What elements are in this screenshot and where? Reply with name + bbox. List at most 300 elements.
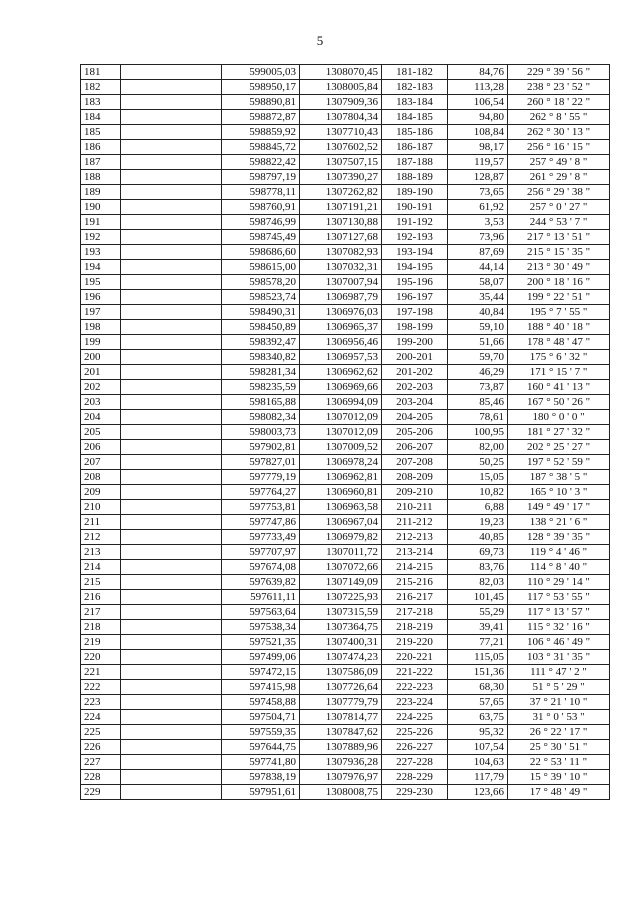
x-coordinate-cell: 598845,72 <box>222 140 300 155</box>
length-cell: 95,32 <box>448 725 508 740</box>
point-number-cell: 209 <box>81 485 121 500</box>
length-cell: 108,84 <box>448 125 508 140</box>
segment-cell: 226-227 <box>382 740 448 755</box>
direction-angle-cell: 257 ° 49 ' 8 " <box>508 155 610 170</box>
segment-cell: 212-213 <box>382 530 448 545</box>
segment-cell: 185-186 <box>382 125 448 140</box>
y-coordinate-cell: 1306994,09 <box>300 395 382 410</box>
length-cell: 57,65 <box>448 695 508 710</box>
coordinates-table <box>80 64 610 800</box>
segment-cell: 213-214 <box>382 545 448 560</box>
point-number-cell: 190 <box>81 200 121 215</box>
point-name-cell <box>121 470 222 485</box>
point-number-cell: 218 <box>81 620 121 635</box>
table-row <box>81 485 610 500</box>
x-coordinate-cell: 597674,08 <box>222 560 300 575</box>
length-cell: 59,70 <box>448 350 508 365</box>
table-row <box>81 755 610 770</box>
point-name-cell <box>121 320 222 335</box>
x-coordinate-cell: 598523,74 <box>222 290 300 305</box>
point-number-cell: 182 <box>81 80 121 95</box>
point-name-cell <box>121 545 222 560</box>
length-cell: 44,14 <box>448 260 508 275</box>
point-name-cell <box>121 635 222 650</box>
direction-angle-cell: 106 ° 46 ' 49 " <box>508 635 610 650</box>
point-name-cell <box>121 665 222 680</box>
table-row <box>81 215 610 230</box>
table-row <box>81 635 610 650</box>
table-row <box>81 515 610 530</box>
x-coordinate-cell: 597472,15 <box>222 665 300 680</box>
y-coordinate-cell: 1307127,68 <box>300 230 382 245</box>
point-name-cell <box>121 455 222 470</box>
segment-cell: 188-189 <box>382 170 448 185</box>
point-number-cell: 196 <box>81 290 121 305</box>
segment-cell: 200-201 <box>382 350 448 365</box>
x-coordinate-cell: 597521,35 <box>222 635 300 650</box>
segment-cell: 186-187 <box>382 140 448 155</box>
table-row <box>81 290 610 305</box>
x-coordinate-cell: 597733,49 <box>222 530 300 545</box>
direction-angle-cell: 115 ° 32 ' 16 " <box>508 620 610 635</box>
point-name-cell <box>121 80 222 95</box>
segment-cell: 202-203 <box>382 380 448 395</box>
length-cell: 40,85 <box>448 530 508 545</box>
y-coordinate-cell: 1307315,59 <box>300 605 382 620</box>
point-number-cell: 210 <box>81 500 121 515</box>
point-number-cell: 224 <box>81 710 121 725</box>
direction-angle-cell: 180 ° 0 ' 0 " <box>508 410 610 425</box>
length-cell: 73,65 <box>448 185 508 200</box>
direction-angle-cell: 51 ° 5 ' 29 " <box>508 680 610 695</box>
length-cell: 15,05 <box>448 470 508 485</box>
table-row <box>81 140 610 155</box>
table-row <box>81 575 610 590</box>
x-coordinate-cell: 598392,47 <box>222 335 300 350</box>
segment-cell: 205-206 <box>382 425 448 440</box>
point-name-cell <box>121 590 222 605</box>
segment-cell: 195-196 <box>382 275 448 290</box>
x-coordinate-cell: 597827,01 <box>222 455 300 470</box>
direction-angle-cell: 181 ° 27 ' 32 " <box>508 425 610 440</box>
table-row <box>81 155 610 170</box>
y-coordinate-cell: 1308008,75 <box>300 785 382 800</box>
table-row <box>81 425 610 440</box>
point-name-cell <box>121 755 222 770</box>
segment-cell: 224-225 <box>382 710 448 725</box>
coordinates-table-body <box>81 65 610 800</box>
direction-angle-cell: 217 ° 13 ' 51 " <box>508 230 610 245</box>
table-row <box>81 365 610 380</box>
direction-angle-cell: 197 ° 52 ' 59 " <box>508 455 610 470</box>
y-coordinate-cell: 1307011,72 <box>300 545 382 560</box>
direction-angle-cell: 22 ° 53 ' 11 " <box>508 755 610 770</box>
segment-cell: 183-184 <box>382 95 448 110</box>
point-name-cell <box>121 245 222 260</box>
table-row <box>81 80 610 95</box>
segment-cell: 217-218 <box>382 605 448 620</box>
x-coordinate-cell: 598490,31 <box>222 305 300 320</box>
table-row <box>81 335 610 350</box>
point-name-cell <box>121 710 222 725</box>
direction-angle-cell: 15 ° 39 ' 10 " <box>508 770 610 785</box>
table-row <box>81 650 610 665</box>
x-coordinate-cell: 597639,82 <box>222 575 300 590</box>
y-coordinate-cell: 1306956,46 <box>300 335 382 350</box>
point-number-cell: 186 <box>81 140 121 155</box>
y-coordinate-cell: 1307149,09 <box>300 575 382 590</box>
table-row <box>81 110 610 125</box>
point-name-cell <box>121 620 222 635</box>
direction-angle-cell: 165 ° 10 ' 3 " <box>508 485 610 500</box>
table-row <box>81 440 610 455</box>
point-name-cell <box>121 725 222 740</box>
x-coordinate-cell: 597902,81 <box>222 440 300 455</box>
length-cell: 123,66 <box>448 785 508 800</box>
point-number-cell: 188 <box>81 170 121 185</box>
point-name-cell <box>121 335 222 350</box>
y-coordinate-cell: 1307364,75 <box>300 620 382 635</box>
length-cell: 68,30 <box>448 680 508 695</box>
y-coordinate-cell: 1306987,79 <box>300 290 382 305</box>
y-coordinate-cell: 1306967,04 <box>300 515 382 530</box>
length-cell: 51,66 <box>448 335 508 350</box>
segment-cell: 228-229 <box>382 770 448 785</box>
point-number-cell: 212 <box>81 530 121 545</box>
x-coordinate-cell: 598340,82 <box>222 350 300 365</box>
direction-angle-cell: 238 ° 23 ' 52 " <box>508 80 610 95</box>
y-coordinate-cell: 1307390,27 <box>300 170 382 185</box>
direction-angle-cell: 17 ° 48 ' 49 " <box>508 785 610 800</box>
point-number-cell: 228 <box>81 770 121 785</box>
x-coordinate-cell: 598822,42 <box>222 155 300 170</box>
point-number-cell: 187 <box>81 155 121 170</box>
table-row <box>81 320 610 335</box>
direction-angle-cell: 26 ° 22 ' 17 " <box>508 725 610 740</box>
direction-angle-cell: 188 ° 40 ' 18 " <box>508 320 610 335</box>
y-coordinate-cell: 1307082,93 <box>300 245 382 260</box>
segment-cell: 219-220 <box>382 635 448 650</box>
y-coordinate-cell: 1307602,52 <box>300 140 382 155</box>
point-name-cell <box>121 485 222 500</box>
segment-cell: 184-185 <box>382 110 448 125</box>
y-coordinate-cell: 1307726,64 <box>300 680 382 695</box>
point-name-cell <box>121 680 222 695</box>
x-coordinate-cell: 597764,27 <box>222 485 300 500</box>
length-cell: 115,05 <box>448 650 508 665</box>
y-coordinate-cell: 1307191,21 <box>300 200 382 215</box>
y-coordinate-cell: 1307710,43 <box>300 125 382 140</box>
x-coordinate-cell: 598578,20 <box>222 275 300 290</box>
direction-angle-cell: 215 ° 15 ' 35 " <box>508 245 610 260</box>
x-coordinate-cell: 598745,49 <box>222 230 300 245</box>
x-coordinate-cell: 598859,92 <box>222 125 300 140</box>
length-cell: 83,76 <box>448 560 508 575</box>
point-name-cell <box>121 140 222 155</box>
direction-angle-cell: 138 ° 21 ' 6 " <box>508 515 610 530</box>
length-cell: 69,73 <box>448 545 508 560</box>
x-coordinate-cell: 598760,91 <box>222 200 300 215</box>
length-cell: 104,63 <box>448 755 508 770</box>
direction-angle-cell: 200 ° 18 ' 16 " <box>508 275 610 290</box>
point-number-cell: 211 <box>81 515 121 530</box>
point-name-cell <box>121 305 222 320</box>
table-row <box>81 305 610 320</box>
length-cell: 98,17 <box>448 140 508 155</box>
point-name-cell <box>121 365 222 380</box>
point-number-cell: 219 <box>81 635 121 650</box>
y-coordinate-cell: 1306957,53 <box>300 350 382 365</box>
y-coordinate-cell: 1307072,66 <box>300 560 382 575</box>
x-coordinate-cell: 597499,06 <box>222 650 300 665</box>
x-coordinate-cell: 598686,60 <box>222 245 300 260</box>
length-cell: 94,80 <box>448 110 508 125</box>
direction-angle-cell: 31 ° 0 ' 53 " <box>508 710 610 725</box>
table-row <box>81 545 610 560</box>
segment-cell: 214-215 <box>382 560 448 575</box>
length-cell: 61,92 <box>448 200 508 215</box>
table-row <box>81 245 610 260</box>
segment-cell: 187-188 <box>382 155 448 170</box>
segment-cell: 199-200 <box>382 335 448 350</box>
y-coordinate-cell: 1307130,88 <box>300 215 382 230</box>
table-row <box>81 770 610 785</box>
point-number-cell: 217 <box>81 605 121 620</box>
direction-angle-cell: 244 ° 53 ' 7 " <box>508 215 610 230</box>
length-cell: 77,21 <box>448 635 508 650</box>
direction-angle-cell: 257 ° 0 ' 27 " <box>508 200 610 215</box>
table-row <box>81 500 610 515</box>
x-coordinate-cell: 597779,19 <box>222 470 300 485</box>
direction-angle-cell: 262 ° 8 ' 55 " <box>508 110 610 125</box>
segment-cell: 227-228 <box>382 755 448 770</box>
point-name-cell <box>121 740 222 755</box>
y-coordinate-cell: 1307400,31 <box>300 635 382 650</box>
point-number-cell: 204 <box>81 410 121 425</box>
y-coordinate-cell: 1308005,84 <box>300 80 382 95</box>
y-coordinate-cell: 1306962,81 <box>300 470 382 485</box>
direction-angle-cell: 175 ° 6 ' 32 " <box>508 350 610 365</box>
direction-angle-cell: 202 ° 25 ' 27 " <box>508 440 610 455</box>
point-number-cell: 202 <box>81 380 121 395</box>
segment-cell: 198-199 <box>382 320 448 335</box>
x-coordinate-cell: 597747,86 <box>222 515 300 530</box>
segment-cell: 181-182 <box>382 65 448 80</box>
segment-cell: 201-202 <box>382 365 448 380</box>
segment-cell: 210-211 <box>382 500 448 515</box>
length-cell: 128,87 <box>448 170 508 185</box>
point-name-cell <box>121 275 222 290</box>
x-coordinate-cell: 597504,71 <box>222 710 300 725</box>
direction-angle-cell: 119 ° 4 ' 46 " <box>508 545 610 560</box>
y-coordinate-cell: 1306963,58 <box>300 500 382 515</box>
y-coordinate-cell: 1307779,79 <box>300 695 382 710</box>
segment-cell: 190-191 <box>382 200 448 215</box>
table-row <box>81 395 610 410</box>
x-coordinate-cell: 598165,88 <box>222 395 300 410</box>
point-number-cell: 205 <box>81 425 121 440</box>
table-row <box>81 200 610 215</box>
segment-cell: 206-207 <box>382 440 448 455</box>
point-name-cell <box>121 380 222 395</box>
direction-angle-cell: 103 ° 31 ' 35 " <box>508 650 610 665</box>
point-number-cell: 222 <box>81 680 121 695</box>
table-row <box>81 665 610 680</box>
y-coordinate-cell: 1307012,09 <box>300 425 382 440</box>
segment-cell: 216-217 <box>382 590 448 605</box>
x-coordinate-cell: 598746,99 <box>222 215 300 230</box>
y-coordinate-cell: 1306976,03 <box>300 305 382 320</box>
x-coordinate-cell: 597611,11 <box>222 590 300 605</box>
segment-cell: 208-209 <box>382 470 448 485</box>
table-row <box>81 680 610 695</box>
table-row <box>81 170 610 185</box>
direction-angle-cell: 117 ° 13 ' 57 " <box>508 605 610 620</box>
length-cell: 63,75 <box>448 710 508 725</box>
point-number-cell: 225 <box>81 725 121 740</box>
length-cell: 6,88 <box>448 500 508 515</box>
point-number-cell: 185 <box>81 125 121 140</box>
x-coordinate-cell: 597838,19 <box>222 770 300 785</box>
y-coordinate-cell: 1306978,24 <box>300 455 382 470</box>
x-coordinate-cell: 598450,89 <box>222 320 300 335</box>
segment-cell: 229-230 <box>382 785 448 800</box>
point-number-cell: 221 <box>81 665 121 680</box>
segment-cell: 220-221 <box>382 650 448 665</box>
y-coordinate-cell: 1306969,66 <box>300 380 382 395</box>
x-coordinate-cell: 598797,19 <box>222 170 300 185</box>
table-row <box>81 590 610 605</box>
direction-angle-cell: 262 ° 30 ' 13 " <box>508 125 610 140</box>
length-cell: 59,10 <box>448 320 508 335</box>
direction-angle-cell: 213 ° 30 ' 49 " <box>508 260 610 275</box>
segment-cell: 221-222 <box>382 665 448 680</box>
y-coordinate-cell: 1307474,23 <box>300 650 382 665</box>
segment-cell: 193-194 <box>382 245 448 260</box>
point-name-cell <box>121 605 222 620</box>
point-number-cell: 181 <box>81 65 121 80</box>
segment-cell: 196-197 <box>382 290 448 305</box>
segment-cell: 222-223 <box>382 680 448 695</box>
segment-cell: 192-193 <box>382 230 448 245</box>
length-cell: 117,79 <box>448 770 508 785</box>
point-name-cell <box>121 350 222 365</box>
point-name-cell <box>121 440 222 455</box>
point-number-cell: 193 <box>81 245 121 260</box>
segment-cell: 182-183 <box>382 80 448 95</box>
length-cell: 106,54 <box>448 95 508 110</box>
direction-angle-cell: 178 ° 48 ' 47 " <box>508 335 610 350</box>
point-number-cell: 195 <box>81 275 121 290</box>
x-coordinate-cell: 597415,98 <box>222 680 300 695</box>
x-coordinate-cell: 597741,80 <box>222 755 300 770</box>
length-cell: 73,87 <box>448 380 508 395</box>
direction-angle-cell: 128 ° 39 ' 35 " <box>508 530 610 545</box>
point-number-cell: 189 <box>81 185 121 200</box>
point-number-cell: 207 <box>81 455 121 470</box>
table-row <box>81 695 610 710</box>
table-row <box>81 785 610 800</box>
x-coordinate-cell: 598281,34 <box>222 365 300 380</box>
length-cell: 101,45 <box>448 590 508 605</box>
segment-cell: 218-219 <box>382 620 448 635</box>
x-coordinate-cell: 597559,35 <box>222 725 300 740</box>
table-row <box>81 185 610 200</box>
table-row <box>81 560 610 575</box>
y-coordinate-cell: 1306962,62 <box>300 365 382 380</box>
page-number: 5 <box>316 33 324 48</box>
point-number-cell: 197 <box>81 305 121 320</box>
table-row <box>81 95 610 110</box>
length-cell: 58,07 <box>448 275 508 290</box>
x-coordinate-cell: 597707,97 <box>222 545 300 560</box>
point-name-cell <box>121 770 222 785</box>
table-row <box>81 410 610 425</box>
direction-angle-cell: 256 ° 16 ' 15 " <box>508 140 610 155</box>
table-row <box>81 230 610 245</box>
point-name-cell <box>121 230 222 245</box>
x-coordinate-cell: 598615,00 <box>222 260 300 275</box>
length-cell: 87,69 <box>448 245 508 260</box>
point-name-cell <box>121 110 222 125</box>
length-cell: 39,41 <box>448 620 508 635</box>
direction-angle-cell: 199 ° 22 ' 51 " <box>508 290 610 305</box>
length-cell: 151,36 <box>448 665 508 680</box>
point-name-cell <box>121 185 222 200</box>
y-coordinate-cell: 1306960,81 <box>300 485 382 500</box>
table-row <box>81 350 610 365</box>
table-row <box>81 710 610 725</box>
direction-angle-cell: 111 ° 47 ' 2 " <box>508 665 610 680</box>
segment-cell: 203-204 <box>382 395 448 410</box>
point-name-cell <box>121 200 222 215</box>
y-coordinate-cell: 1307007,94 <box>300 275 382 290</box>
y-coordinate-cell: 1307804,34 <box>300 110 382 125</box>
table-row <box>81 725 610 740</box>
table-row <box>81 275 610 290</box>
direction-angle-cell: 114 ° 8 ' 40 " <box>508 560 610 575</box>
direction-angle-cell: 117 ° 53 ' 55 " <box>508 590 610 605</box>
point-name-cell <box>121 410 222 425</box>
point-name-cell <box>121 290 222 305</box>
y-coordinate-cell: 1307814,77 <box>300 710 382 725</box>
point-number-cell: 214 <box>81 560 121 575</box>
y-coordinate-cell: 1308070,45 <box>300 65 382 80</box>
point-number-cell: 198 <box>81 320 121 335</box>
x-coordinate-cell: 598778,11 <box>222 185 300 200</box>
length-cell: 46,29 <box>448 365 508 380</box>
point-name-cell <box>121 260 222 275</box>
point-number-cell: 227 <box>81 755 121 770</box>
table-row <box>81 125 610 140</box>
point-number-cell: 216 <box>81 590 121 605</box>
direction-angle-cell: 110 ° 29 ' 14 " <box>508 575 610 590</box>
length-cell: 3,53 <box>448 215 508 230</box>
point-number-cell: 206 <box>81 440 121 455</box>
y-coordinate-cell: 1307847,62 <box>300 725 382 740</box>
y-coordinate-cell: 1307009,52 <box>300 440 382 455</box>
y-coordinate-cell: 1307032,31 <box>300 260 382 275</box>
segment-cell: 223-224 <box>382 695 448 710</box>
length-cell: 55,29 <box>448 605 508 620</box>
point-name-cell <box>121 215 222 230</box>
table-row <box>81 65 610 80</box>
x-coordinate-cell: 597458,88 <box>222 695 300 710</box>
x-coordinate-cell: 597563,64 <box>222 605 300 620</box>
point-number-cell: 226 <box>81 740 121 755</box>
x-coordinate-cell: 597951,61 <box>222 785 300 800</box>
length-cell: 40,84 <box>448 305 508 320</box>
